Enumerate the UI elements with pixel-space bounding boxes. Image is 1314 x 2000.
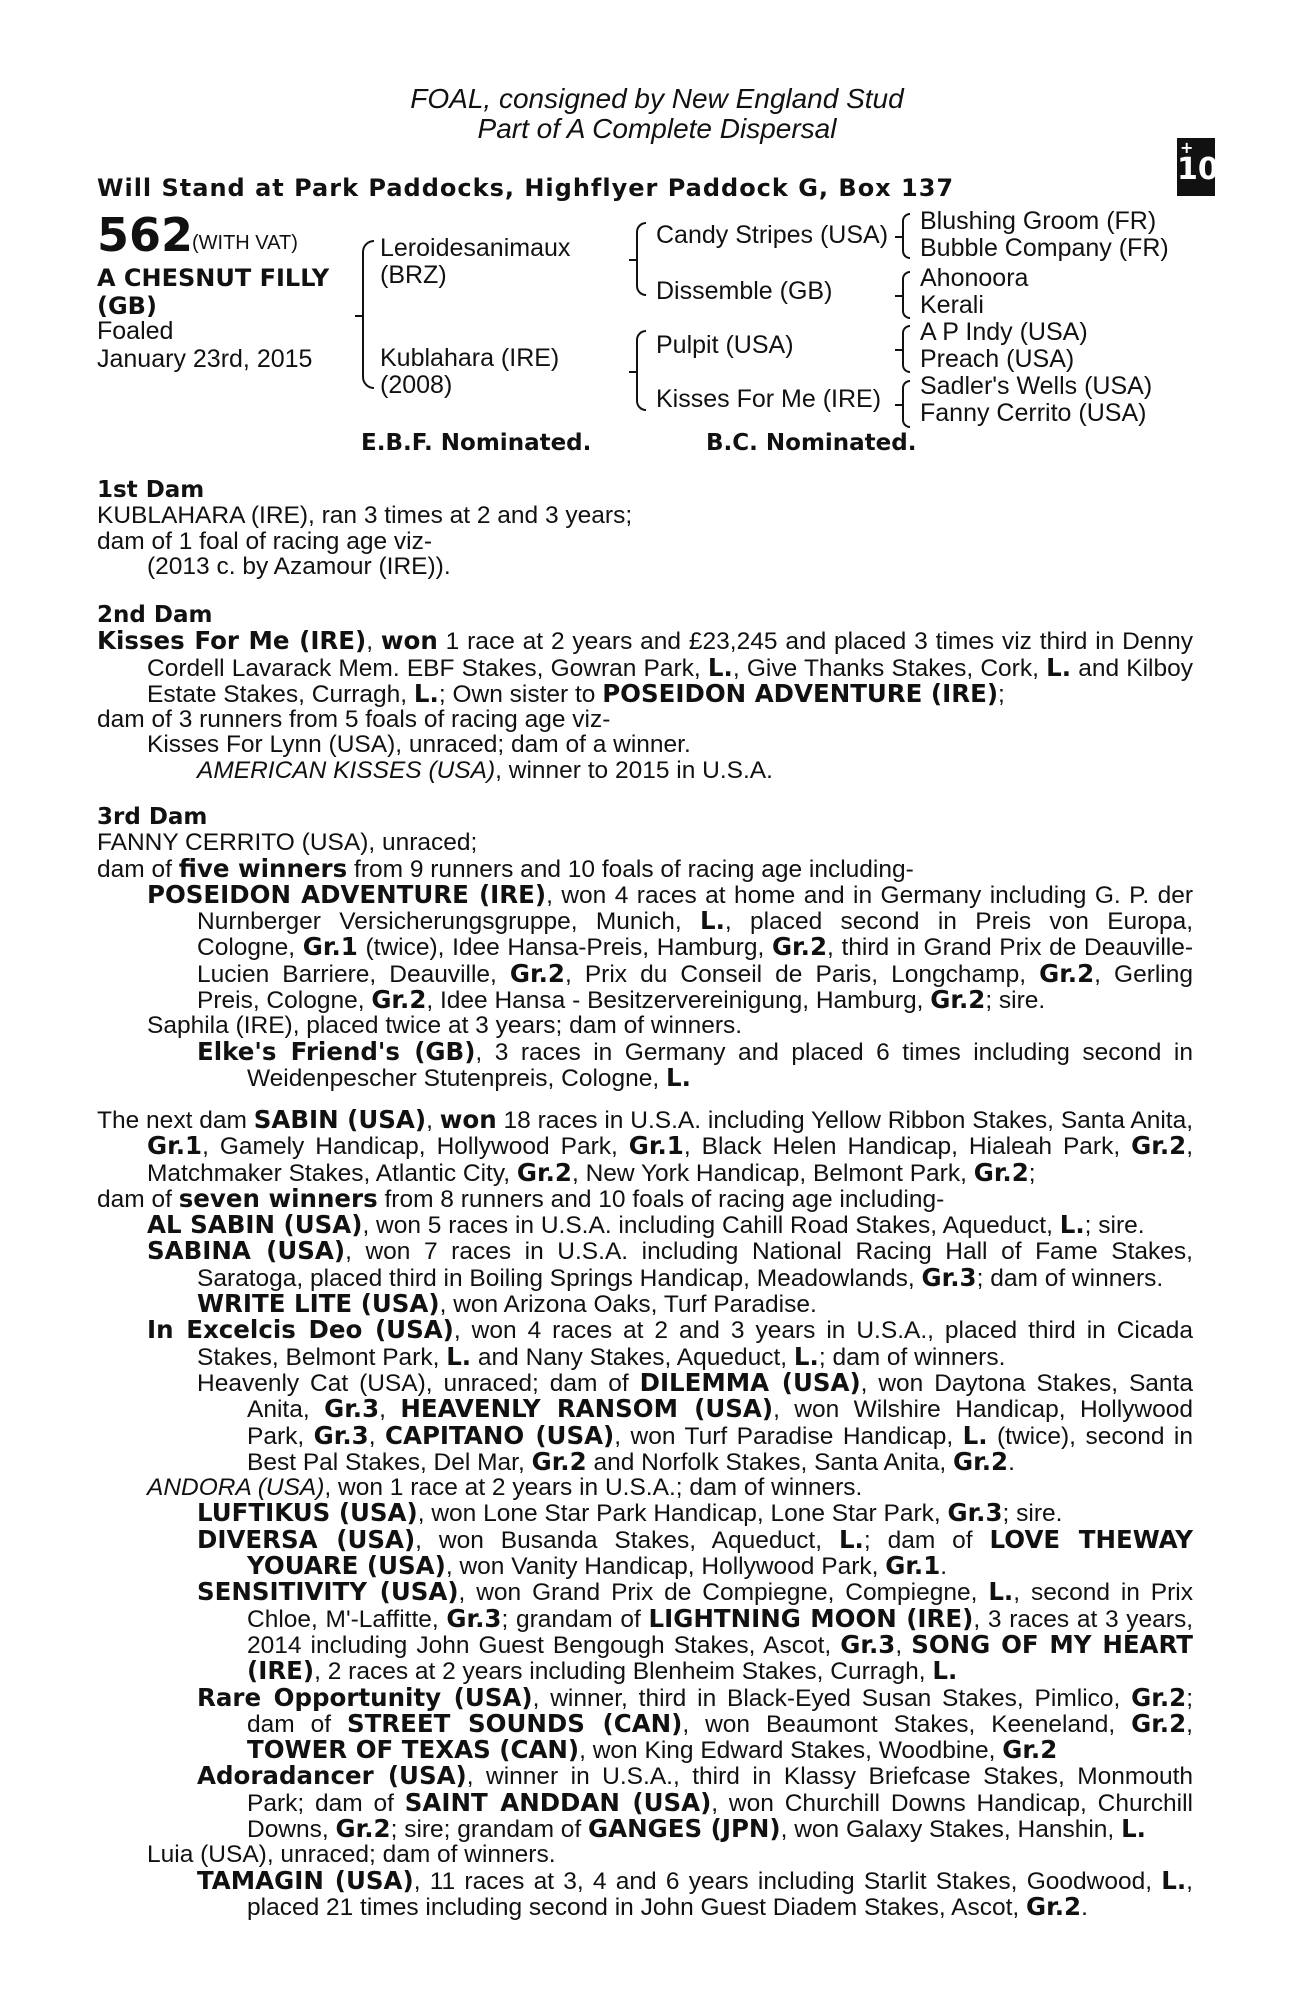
produce-entry: TAMAGIN (USA), 11 races at 3, 4 and 6 years including Starlit Stakes, Goodwood, L., placed 21 times including second in John Guest Diadem Stakes, Ascot, Gr.2.: [197, 1865, 1193, 1921]
produce-line: Luia (USA), unraced; dam of winners.: [147, 1841, 556, 1869]
produce-entry: Rare Opportunity (USA), winner, third in Black-Eyed Susan Stakes, Pimlico, Gr.2; dam of STREET SOUNDS (CAN), won Beaumont Stakes, Keeneland, Gr.2, TOWER OF TEXAS (CAN), won King Edward Stakes, Woodbine, Gr.2: [197, 1682, 1194, 1765]
dam-sire: Pulpit (USA): [656, 331, 794, 359]
gg-dam-2: Kerali: [920, 291, 984, 319]
foaled-label: Foaled: [97, 317, 174, 345]
dispersal-line: Part of A Complete Dispersal: [477, 113, 837, 144]
dam-name: Kublahara (IRE): [380, 344, 560, 372]
dam-line-brace: [636, 330, 646, 411]
foaled-date: January 23rd, 2015: [97, 345, 313, 373]
produce-entry: Adoradancer (USA), winner in U.S.A., third in Klassy Briefcase Stakes, Monmouth Park; dam of SAINT ANDDAN (USA), won Churchill Downs Handicap, Churchill Downs, Gr.2; sire; grandam of GANGES (JPN), won Galaxy Stakes, Hanshin, L.: [197, 1761, 1194, 1844]
next-dam-section: [97, 1107, 1193, 1920]
dam-year: (2008): [380, 371, 453, 399]
sire-sire: Candy Stripes (USA): [656, 221, 889, 249]
sire-dam: Dissemble (GB): [656, 277, 833, 305]
gg-dam-4: Fanny Cerrito (USA): [920, 399, 1147, 427]
produce-entry: AL SABIN (USA), won 5 races in U.S.A. including Cahill Road Stakes, Aqueduct, L.; sire.: [147, 1210, 1145, 1240]
produce-entry: LUFTIKUS (USA), won Lone Star Park Handicap, Lone Star Park, Gr.3; sire.: [197, 1498, 1063, 1528]
second-dam-produce: dam of 3 runners from 5 foals of racing age viz-: [97, 706, 611, 734]
lot-country: (GB): [97, 292, 157, 320]
stand-location: Will Stand at Park Paddocks, Highflyer Paddock G, Box 137: [97, 174, 955, 202]
second-dam-heading: 2nd Dam: [97, 602, 213, 628]
first-dam-line: KUBLAHARA (IRE), ran 3 times at 2 and 3 years;: [97, 502, 633, 530]
gg-sire-2: Ahonoora: [920, 264, 1029, 292]
sire-country: (BRZ): [380, 261, 447, 289]
third-dam-line: FANNY CERRITO (USA), unraced;: [97, 829, 478, 857]
next-dam-entry: The next dam SABIN (USA), won 18 races in U.S.A. including Yellow Ribbon Stakes, Santa Anita, Gr.1, Gamely Handicap, Hollywood Park, Gr.1, Black Helen Handicap, Hialeah Park, Gr.2, Matchmaker Stakes, Atlantic City, Gr.2, New York Handicap, Belmont Park, Gr.2;: [97, 1105, 1194, 1187]
third-dam-line: dam of five winners from 9 runners and 10 foals of racing age including-: [97, 853, 914, 883]
sire-brace: [362, 240, 374, 389]
produce-entry: SABINA (USA), won 7 races in U.S.A. including National Racing Hall of Fame Stakes, Saratoga, placed third in Boiling Springs Handicap, Meadowlands, Gr.3; dam of winners.: [147, 1236, 1193, 1292]
third-dam-heading: 3rd Dam: [97, 804, 208, 830]
gg-dam-3: Preach (USA): [920, 345, 1075, 373]
gg-sire-3: A P Indy (USA): [920, 318, 1088, 346]
ebf-nominated: E.B.F. Nominated.: [361, 430, 592, 456]
produce-line: Kisses For Lynn (USA), unraced; dam of a winner.: [147, 731, 691, 759]
second-dam-entry: Kisses For Me (IRE), won 1 race at 2 years and £23,245 and placed 3 times viz third in Denny Cordell Lavarack Mem. EBF Stakes, Gowran Park, L., Give Thanks Stakes, Cork, L. and Kilboy Estate Stakes, Curragh, L.; Own sister to POSEIDON ADVENTURE (IRE);: [97, 626, 1193, 708]
page-badge: + 10: [1177, 138, 1215, 196]
produce-line: Saphila (IRE), placed twice at 3 years; dam of winners.: [147, 1012, 743, 1040]
gg-dam-1: Bubble Company (FR): [920, 234, 1169, 262]
produce-entry: SENSITIVITY (USA), won Grand Prix de Compiegne, Compiegne, L., second in Prix Chloe, M'-Laffitte, Gr.3; grandam of LIGHTNING MOON (IRE), 3 races at 3 years, 2014 including John Guest Bengough Stakes, Ascot, Gr.3, SONG OF MY HEART (IRE), 2 races at 2 years including Blenheim Stakes, Curragh, L.: [197, 1577, 1194, 1686]
produce-entry: WRITE LITE (USA), won Arizona Oaks, Turf Paradise.: [197, 1289, 817, 1319]
brace-sd: [902, 271, 910, 319]
brace-ss: [902, 213, 910, 259]
dam-dam: Kisses For Me (IRE): [656, 385, 882, 413]
produce-entry: POSEIDON ADVENTURE (IRE), won 4 races at home and in Germany including G. P. der Nurnberger Versicherungsgruppe, Munich, L., placed second in Preis von Europa, Cologne, Gr.1 (twice), Idee Hansa-Preis, Hamburg, Gr.2, third in Grand Prix de Deauville-Lucien Barriere, Deauville, Gr.2, Prix du Conseil de Paris, Longchamp, Gr.2, Gerling Preis, Cologne, Gr.2, Idee Hansa - Besitzervereinigung, Hamburg, Gr.2; sire.: [147, 879, 1194, 1015]
consignor-line: FOAL, consigned by New England Stud: [410, 83, 904, 114]
first-dam-heading: 1st Dam: [97, 477, 205, 503]
lot-title: A CHESNUT FILLY: [97, 264, 330, 292]
first-dam-line: dam of 1 foal of racing age viz-: [97, 527, 433, 555]
produce-entry: In Excelcis Deo (USA), won 4 races at 2 and 3 years in U.S.A., placed third in Cicada Stakes, Belmont Park, L. and Nany Stakes, Aqueduct, L.; dam of winners.: [147, 1315, 1193, 1371]
gg-sire-4: Sadler's Wells (USA): [920, 372, 1153, 400]
second-dam-section: [97, 603, 1193, 783]
brace-dd: [902, 380, 910, 428]
sire-name: Leroidesanimaux: [380, 234, 571, 262]
first-dam-line: (2013 c. by Azamour (IRE)).: [147, 552, 451, 580]
first-dam-section: [97, 478, 1193, 579]
brace-ds: [902, 325, 910, 373]
produce-entry: Elke's Friend's (GB), 3 races in Germany and placed 6 times including second in Weidenpescher Stutenpreis, Cologne, L.: [197, 1036, 1193, 1092]
produce-line: AMERICAN KISSES (USA), winner to 2015 in U.S.A.: [197, 756, 773, 784]
produce-entry: DIVERSA (USA), won Busanda Stakes, Aqueduct, L.; dam of LOVE THEWAY YOUARE (USA), won Vanity Handicap, Hollywood Park, Gr.1.: [197, 1524, 1194, 1581]
produce-line: ANDORA (USA), won 1 race at 2 years in U.S.A.; dam of winners.: [147, 1474, 863, 1502]
produce-entry: Heavenly Cat (USA), unraced; dam of DILEMMA (USA), won Daytona Stakes, Santa Anita, Gr.3, HEAVENLY RANSOM (USA), won Wilshire Handicap, Hollywood Park, Gr.3, CAPITANO (USA), won Turf Paradise Handicap, L. (twice), second in Best Pal Stakes, Del Mar, Gr.2 and Norfolk Stakes, Santa Anita, Gr.2.: [197, 1367, 1193, 1476]
next-dam-produce: dam of seven winners from 8 runners and 10 foals of racing age including-: [97, 1183, 945, 1213]
bc-nominated: B.C. Nominated.: [706, 430, 917, 456]
third-dam-section: [97, 805, 1193, 1091]
lot-number: 562: [97, 208, 194, 262]
sire-line-brace: [636, 222, 646, 296]
vat-label: (WITH VAT): [192, 232, 298, 254]
gg-sire-1: Blushing Groom (FR): [920, 207, 1157, 235]
